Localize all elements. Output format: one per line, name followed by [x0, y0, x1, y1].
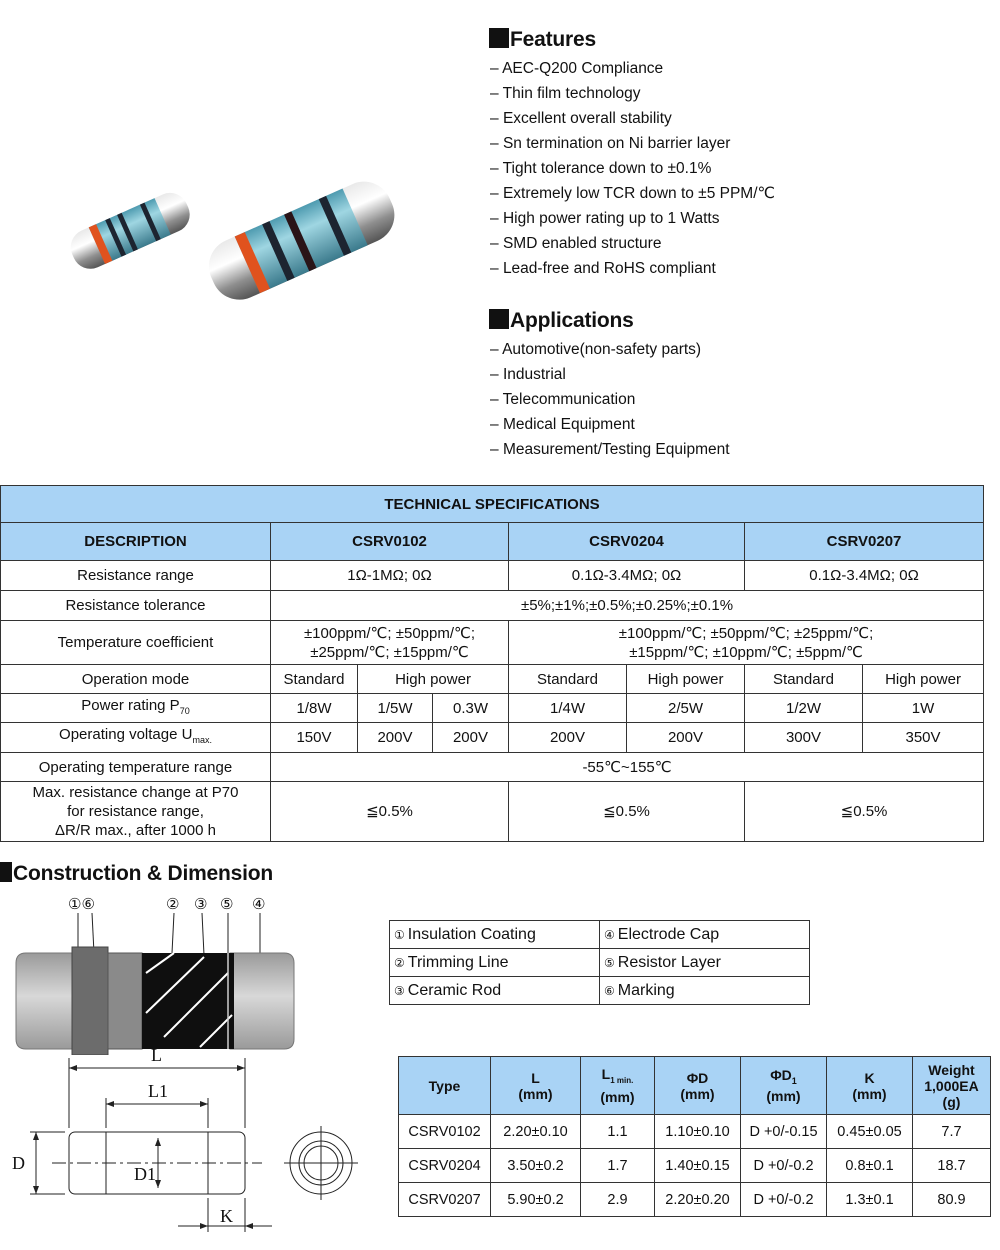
legend-cell: ② Trimming Line — [390, 949, 600, 977]
column-header: $L_{1 min.}$ (mm) — [581, 1057, 655, 1115]
cell: CSRV0207 — [399, 1183, 491, 1217]
cell: 18.7 — [913, 1149, 991, 1183]
list-item: – Tight tolerance down to ±0.1% — [490, 156, 775, 181]
cell: 1Ω-1MΩ; 0Ω — [271, 561, 509, 591]
cell: ≦0.5% — [745, 782, 984, 842]
cell: 1.7 — [581, 1149, 655, 1183]
list-item: – High power rating up to 1 Watts — [490, 206, 775, 231]
cell: 1/8W — [271, 694, 358, 723]
table-row — [1, 665, 984, 694]
cell-line: ±100ppm/℃; ±50ppm/℃; — [303, 624, 476, 642]
list-item: – Measurement/Testing Equipment — [490, 437, 730, 462]
cell: 2.20±0.20 — [655, 1183, 741, 1217]
list-item: – Automotive(non-safety parts) — [490, 337, 730, 362]
dimension-label-L1: L1 — [148, 1081, 168, 1101]
legend-cell: ③ Ceramic Rod — [390, 977, 600, 1005]
table-row — [399, 1149, 991, 1183]
row-label: Temperature coefficient — [1, 621, 271, 665]
table-row — [390, 977, 810, 1005]
applications-list — [490, 337, 730, 462]
column-header: L (mm) — [491, 1057, 581, 1115]
cell: 1/2W — [745, 694, 863, 723]
spec-header-model: CSRV0102 — [271, 523, 509, 561]
table-row — [1, 723, 984, 753]
cell-line: ±25ppm/℃; ±15ppm/℃ — [310, 643, 469, 661]
cell: High power — [627, 665, 745, 694]
row-label: Max. resistance change at P70 for resistance range, ΔR/R max., after 1000 h — [1, 782, 271, 842]
features-list — [490, 56, 775, 281]
cell: -55℃~155℃ — [271, 753, 984, 782]
list-item: – Excellent overall stability — [490, 106, 775, 131]
cell: 0.45±0.05 — [827, 1115, 913, 1149]
dimension-table — [398, 1056, 991, 1217]
cell: 5.90±0.2 — [491, 1183, 581, 1217]
dimension-label-K: K — [220, 1206, 233, 1226]
cell: ±5%;±1%;±0.5%;±0.25%;±0.1% — [271, 591, 984, 621]
row-label: Operating voltage $U_{max.}$ — [1, 723, 271, 753]
cell: 2.9 — [581, 1183, 655, 1217]
marker-label: ③ — [194, 896, 208, 913]
cell: 200V — [358, 723, 433, 753]
cell: Standard — [271, 665, 358, 694]
table-row — [1, 621, 984, 665]
cell: Standard — [509, 665, 627, 694]
small-resistor-image — [65, 187, 195, 274]
list-item: – Lead-free and RoHS compliant — [490, 256, 775, 281]
dimension-label-L: L — [151, 1045, 162, 1065]
cell — [271, 621, 509, 665]
cell-line: ±15ppm/℃; ±10ppm/℃; ±5ppm/℃ — [629, 643, 863, 661]
cell: 200V — [509, 723, 627, 753]
cell: 3.50±0.2 — [491, 1149, 581, 1183]
table-row — [1, 753, 984, 782]
legend-cell: ⑥ Marking — [600, 977, 810, 1005]
cell: 2/5W — [627, 694, 745, 723]
cell: D +0/-0.2 — [741, 1183, 827, 1217]
construction-drawing — [14, 913, 304, 1055]
cell: CSRV0204 — [399, 1149, 491, 1183]
list-item: – SMD enabled structure — [490, 231, 775, 256]
cell: ≦0.5% — [509, 782, 745, 842]
table-header-row — [399, 1057, 991, 1115]
construction-legend — [389, 920, 810, 1005]
cell: 0.1Ω-3.4MΩ; 0Ω — [745, 561, 984, 591]
cell: Standard — [745, 665, 863, 694]
marker-label: ② — [166, 896, 180, 913]
row-label: Operation mode — [1, 665, 271, 694]
cell: 1.3±0.1 — [827, 1183, 913, 1217]
marker-label: ①⑥ — [68, 896, 95, 913]
spec-header-model: CSRV0207 — [745, 523, 984, 561]
cell: 200V — [627, 723, 745, 753]
legend-cell: ⑤ Resistor Layer — [600, 949, 810, 977]
applications-heading: Applications — [489, 309, 634, 333]
table-row — [399, 1115, 991, 1149]
cell: 0.3W — [433, 694, 509, 723]
cell: D +0/-0.15 — [741, 1115, 827, 1149]
cell — [509, 621, 984, 665]
cell: 0.8±0.1 — [827, 1149, 913, 1183]
cell: High power — [358, 665, 509, 694]
table-row — [399, 1183, 991, 1217]
table-row — [390, 921, 810, 949]
bullet-square-icon — [489, 28, 509, 48]
list-item: – Telecommunication — [490, 387, 730, 412]
cell: 1/5W — [358, 694, 433, 723]
features-heading: Features — [489, 28, 596, 52]
column-header: $\Phi D_1$ (mm) — [741, 1057, 827, 1115]
cell: 1W — [863, 694, 984, 723]
dimension-label-D1: D1 — [134, 1164, 156, 1184]
legend-cell: ④ Electrode Cap — [600, 921, 810, 949]
cell: 200V — [433, 723, 509, 753]
spec-header-description: DESCRIPTION — [1, 523, 271, 561]
cell: ≦0.5% — [271, 782, 509, 842]
cell: 0.1Ω-3.4MΩ; 0Ω — [509, 561, 745, 591]
bullet-square-icon — [0, 862, 12, 882]
row-label: Operating temperature range — [1, 753, 271, 782]
cell: 7.7 — [913, 1115, 991, 1149]
list-item: – Sn termination on Ni barrier layer — [490, 131, 775, 156]
bullet-square-icon — [489, 309, 509, 329]
table-row — [390, 949, 810, 977]
cell: 2.20±0.10 — [491, 1115, 581, 1149]
technical-specifications-table — [0, 485, 984, 842]
spec-header-model: CSRV0204 — [509, 523, 745, 561]
list-item: – Medical Equipment — [490, 412, 730, 437]
list-item: – Extremely low TCR down to ±5 PPM/℃ — [490, 181, 775, 206]
cell: 350V — [863, 723, 984, 753]
legend-cell: ① Insulation Coating — [390, 921, 600, 949]
column-header: Weight 1,000EA (g) — [913, 1057, 991, 1115]
column-header: K (mm) — [827, 1057, 913, 1115]
row-label: Resistance range — [1, 561, 271, 591]
construction-heading: Construction & Dimension — [0, 862, 273, 886]
cell: 1/4W — [509, 694, 627, 723]
marker-label: ④ — [252, 896, 266, 913]
marker-label: ⑤ — [220, 896, 234, 913]
cell: 300V — [745, 723, 863, 753]
resistor-product-photo — [50, 170, 410, 320]
table-row — [1, 694, 984, 723]
cell: 1.10±0.10 — [655, 1115, 741, 1149]
cell: CSRV0102 — [399, 1115, 491, 1149]
list-item: – Industrial — [490, 362, 730, 387]
cell: 1.40±0.15 — [655, 1149, 741, 1183]
large-resistor-image — [200, 173, 403, 309]
table-row — [1, 782, 984, 842]
dimension-drawing — [0, 1050, 385, 1240]
table-row — [1, 591, 984, 621]
table-row — [1, 561, 984, 591]
cell-line: ±100ppm/℃; ±50ppm/℃; ±25ppm/℃; — [618, 624, 874, 642]
cell: 80.9 — [913, 1183, 991, 1217]
column-header: ΦD (mm) — [655, 1057, 741, 1115]
row-label: Power rating $P_{70}$ — [1, 694, 271, 723]
column-header: Type — [399, 1057, 491, 1115]
list-item: – Thin film technology — [490, 81, 775, 106]
row-label: Resistance tolerance — [1, 591, 271, 621]
cell: High power — [863, 665, 984, 694]
cell: D +0/-0.2 — [741, 1149, 827, 1183]
spec-table-title: TECHNICAL SPECIFICATIONS — [1, 486, 984, 523]
dimension-label-D: D — [12, 1153, 25, 1173]
list-item: – AEC-Q200 Compliance — [490, 56, 775, 81]
cell: 150V — [271, 723, 358, 753]
cell: 1.1 — [581, 1115, 655, 1149]
